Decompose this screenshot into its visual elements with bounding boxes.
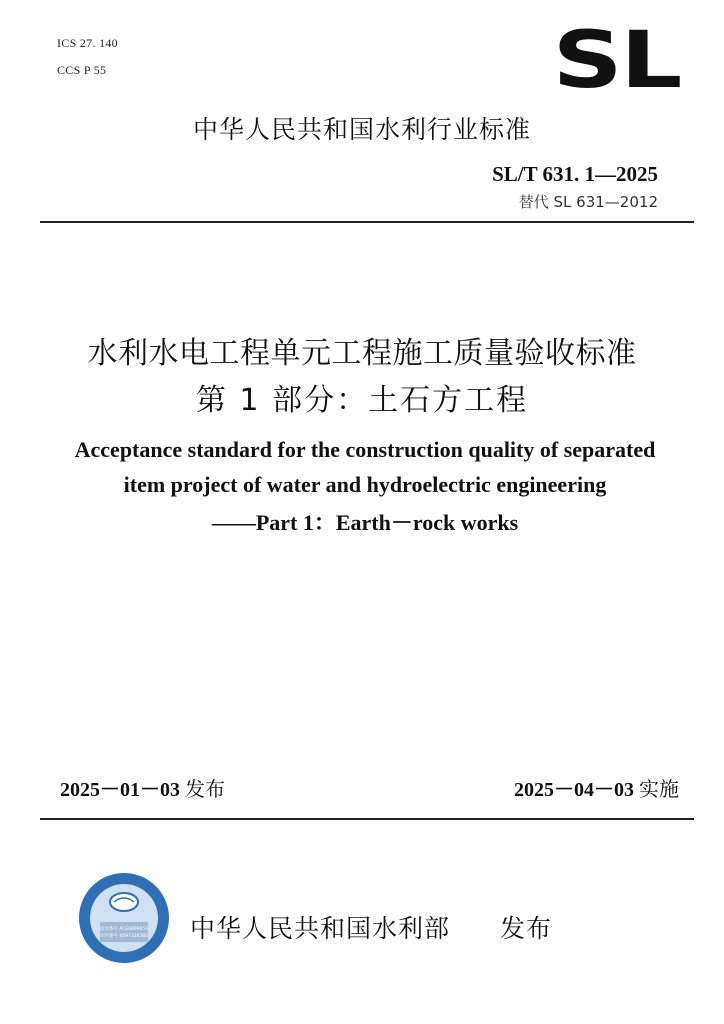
seal-text-line-2: 开料番号 4097328386 [99,934,149,939]
chinese-title: 水利水电工程单元工程施工质量验收标准 [87,336,637,371]
english-title-line-1: Acceptance standard for the construction quality of separated [74,437,656,462]
top-divider [40,221,694,223]
ccs-code: CCS P 55 [57,63,107,77]
chinese-subtitle: 第 1 部分：土石方工程 [195,383,529,418]
english-title-line-2: item project of water and hydroelectric engineering [123,472,607,497]
english-title-line-3: ——Part 1：Earth－rock works [211,510,519,535]
publish-label: 发布 [500,914,553,943]
seal-text-line-1: 团址番号 ACE6899656 [99,927,149,932]
issue-date-block [60,773,225,802]
sl-logo: SL [552,16,680,106]
issue-label: 发布 [185,777,225,801]
seal-graphic [78,872,170,964]
standard-code: SL/T 631. 1—2025 [492,162,658,186]
bottom-divider [40,818,694,820]
anti-counterfeit-seal [78,872,170,964]
industry-standard-title: 中华人民共和国水利行业标准 [192,115,531,144]
issue-date: 2025－01－03 [60,779,180,801]
replaces-standard: 替代 SL 631—2012 [518,193,658,211]
implement-date-block [514,773,679,802]
implement-label: 实施 [639,777,679,801]
ics-code: ICS 27. 140 [57,36,118,50]
issuing-ministry: 中华人民共和国水利部 [190,914,451,943]
implement-date: 2025－04－03 [514,779,634,801]
